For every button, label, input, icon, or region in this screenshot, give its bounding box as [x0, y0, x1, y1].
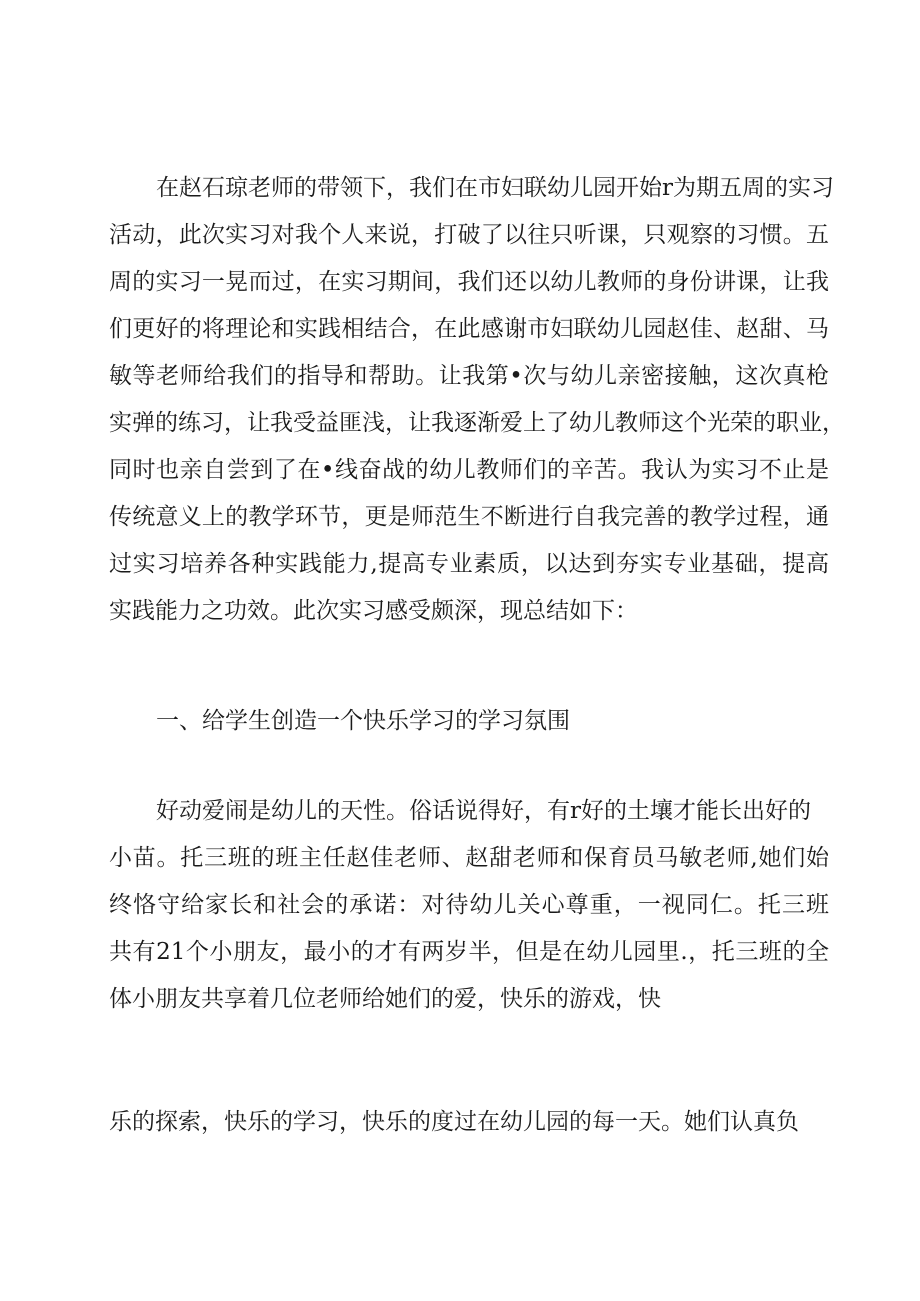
paragraph-1-line-2: 活动，此次实习对我个人来说，打破了以往只听课，只观察的习惯。五	[109, 222, 829, 248]
paragraph-1-line-4: 们更好的将理论和实践相结合，在此感谢市妇联幼儿园赵佳、赵甜、马	[109, 316, 829, 342]
paragraph-1-line-7: 同时也亲自尝到了在•线奋战的幼儿教师们的辛苦。我认为实习不止是	[109, 457, 829, 483]
paragraph-2-line-1: 好动爱闹是幼儿的天性。俗话说得好，有r好的土壤才能长出好的	[156, 798, 811, 824]
paragraph-3-line-1: 乐的探索，快乐的学习，快乐的度过在幼儿园的每一天。她们认真负	[109, 1109, 799, 1135]
paragraph-1-line-8: 传统意义上的教学环节，更是师范生不断进行自我完善的教学过程，通	[109, 504, 829, 530]
paragraph-2-line-3: 终恪守给家长和社会的承诺：对待幼儿关心尊重，一视同仁。托三班	[109, 892, 829, 918]
paragraph-1-line-9: 过实习培养各种实践能力,提高专业素质，以达到夯实专业基础，提高	[109, 551, 829, 577]
paragraph-1-line-1: 在赵石琼老师的带领下，我们在市妇联幼儿园开始r为期五周的实习	[156, 175, 834, 201]
paragraph-1-line-3: 周的实习一晃而过，在实习期间，我们还以幼儿教师的身份讲课，让我	[109, 269, 829, 295]
paragraph-1-line-5: 敏等老师给我们的指导和帮助。让我第•次与幼儿亲密接触，这次真枪	[109, 363, 829, 389]
paragraph-2-line-4: 共有21个小朋友，最小的才有两岁半，但是在幼儿园里.，托三班的全	[109, 939, 829, 965]
paragraph-1-line-6: 实弹的练习，让我受益匪浅，让我逐渐爱上了幼儿教师这个光荣的职业，	[109, 410, 845, 436]
section-heading-1: 一、给学生创造一个快乐学习的学习氛围	[156, 708, 570, 734]
paragraph-2-line-2: 小苗。托三班的班主任赵佳老师、赵甜老师和保育员马敏老师,她们始	[109, 845, 829, 871]
paragraph-1-line-10: 实践能力之功效。此次实习感受颇深，现总结如下：	[109, 598, 638, 624]
paragraph-2-line-5: 体小朋友共享着几位老师给她们的爱，快乐的游戏，快	[109, 986, 661, 1012]
